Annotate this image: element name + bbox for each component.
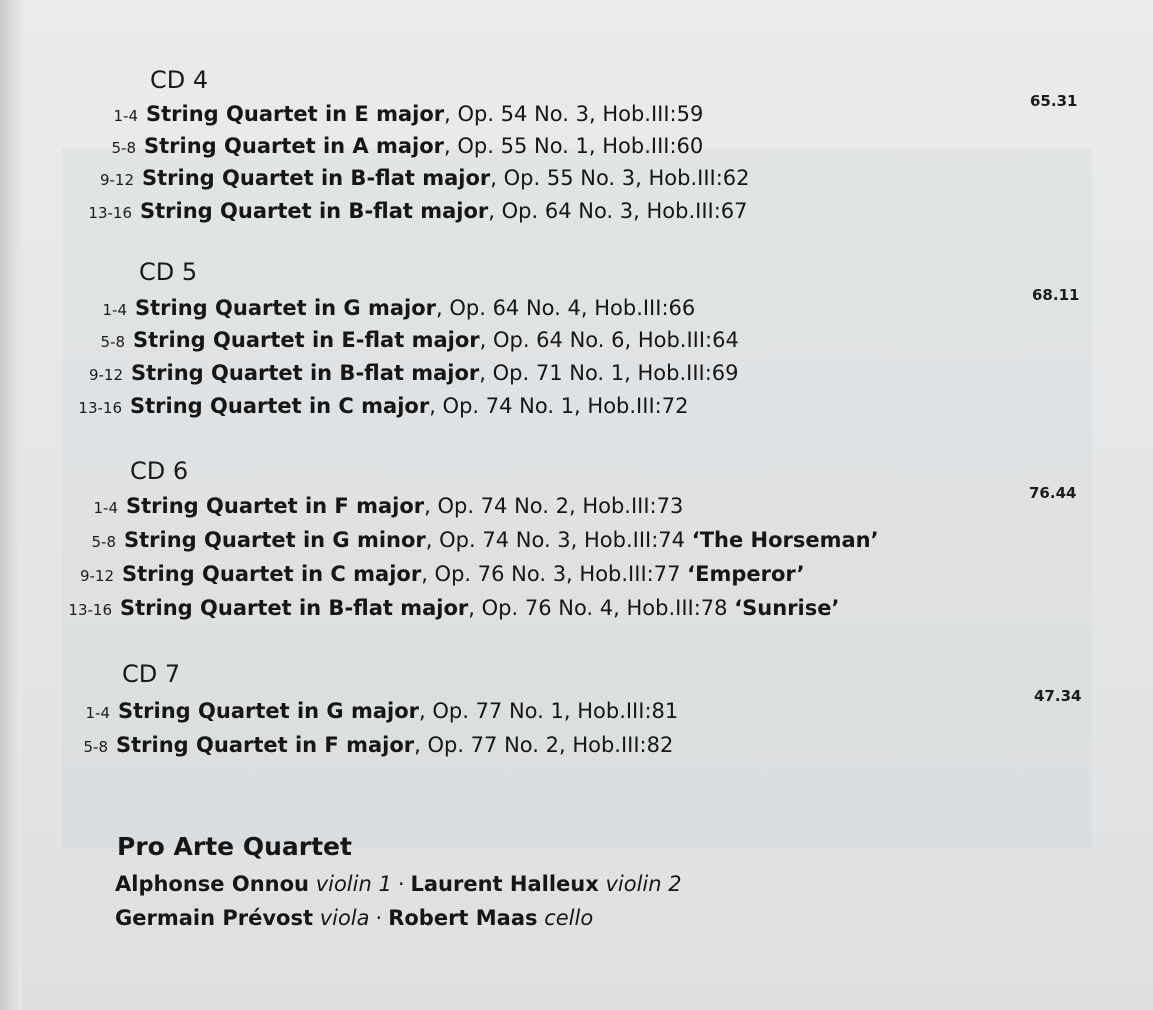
track-row — [48, 560, 1028, 590]
member-instrument: violin 2 — [605, 872, 682, 896]
work-title: String Quartet in B-flat major — [131, 361, 480, 385]
work-catalogue: , Op. 71 No. 1, Hob.III:69 — [479, 361, 739, 385]
track-row — [57, 359, 1037, 389]
ensemble-members-line-2 — [115, 906, 593, 930]
track-number: 9-12 — [99, 171, 134, 189]
work-title: String Quartet in F major — [116, 733, 415, 757]
track-row — [50, 526, 1030, 556]
work-title: String Quartet in B-flat major — [120, 596, 469, 620]
work-catalogue: , Op. 77 No. 2, Hob.III:82 — [414, 733, 674, 757]
track-row — [61, 294, 1041, 324]
work-title: String Quartet in A major — [144, 134, 445, 158]
track-row — [59, 326, 1039, 356]
cd5-heading: CD 5 — [139, 258, 198, 286]
member-name: Laurent Halleux — [410, 872, 599, 896]
track-number: 1-4 — [93, 499, 118, 517]
track-number: 13-16 — [78, 399, 122, 417]
track-number: 5-8 — [100, 333, 125, 351]
cd5-duration: 68.11 — [1032, 286, 1080, 304]
work-catalogue: , Op. 64 No. 4, Hob.III:66 — [436, 296, 696, 320]
work-title: String Quartet in C major — [122, 562, 422, 586]
work-title: String Quartet in B-flat major — [142, 166, 491, 190]
work-catalogue: , Op. 74 No. 1, Hob.III:72 — [429, 394, 689, 418]
member-name: Germain Prévost — [115, 906, 313, 930]
work-catalogue: , Op. 55 No. 1, Hob.III:60 — [444, 134, 704, 158]
track-row — [70, 132, 1050, 162]
work-nickname: ‘Sunrise’ — [734, 596, 840, 620]
track-row — [66, 197, 1046, 227]
work-catalogue: , Op. 76 No. 3, Hob.III:77 — [421, 562, 681, 586]
work-title: String Quartet in F major — [126, 494, 425, 518]
work-catalogue: , Op. 64 No. 6, Hob.III:64 — [479, 328, 739, 352]
member-name: Alphonse Onnou — [115, 872, 309, 896]
work-title: String Quartet in G major — [118, 699, 420, 723]
member-name: Robert Maas — [388, 906, 538, 930]
track-number: 5-8 — [91, 533, 116, 551]
work-title: String Quartet in E-flat major — [133, 328, 480, 352]
track-number: 9-12 — [79, 567, 114, 585]
ensemble-name: Pro Arte Quartet — [117, 832, 352, 861]
cd7-heading: CD 7 — [122, 660, 181, 688]
cd7-duration: 47.34 — [1034, 687, 1082, 705]
work-nickname: ‘Emperor’ — [687, 562, 805, 586]
work-catalogue: , Op. 54 No. 3, Hob.III:59 — [444, 102, 704, 126]
member-instrument: cello — [544, 906, 594, 930]
track-number: 5-8 — [83, 738, 108, 756]
member-instrument: violin 1 — [315, 872, 392, 896]
work-title: String Quartet in C major — [130, 394, 430, 418]
track-number: 1-4 — [113, 107, 138, 125]
track-row — [68, 164, 1048, 194]
track-row — [72, 100, 1052, 130]
track-number: 1-4 — [85, 704, 110, 722]
work-catalogue: , Op. 55 No. 3, Hob.III:62 — [490, 166, 750, 190]
track-number: 13-16 — [88, 204, 132, 222]
booklet-spine — [0, 0, 22, 1010]
track-row — [44, 697, 1024, 727]
ensemble-members-line-1 — [115, 872, 682, 896]
work-title: String Quartet in G major — [135, 296, 437, 320]
separator: · — [375, 906, 383, 930]
track-number: 9-12 — [88, 366, 123, 384]
track-row — [56, 392, 1036, 422]
work-catalogue: , Op. 64 No. 3, Hob.III:67 — [488, 199, 748, 223]
cd4-heading: CD 4 — [150, 66, 209, 94]
track-number: 13-16 — [68, 601, 112, 619]
work-catalogue: , Op. 76 No. 4, Hob.III:78 — [468, 596, 728, 620]
track-number: 1-4 — [102, 301, 127, 319]
work-nickname: ‘The Horseman’ — [691, 528, 879, 552]
cd4-duration: 65.31 — [1030, 92, 1078, 110]
work-catalogue: , Op. 77 No. 1, Hob.III:81 — [419, 699, 679, 723]
work-title: String Quartet in E major — [146, 102, 445, 126]
track-row — [42, 731, 1022, 761]
track-row — [46, 594, 1026, 624]
track-row — [52, 492, 1032, 522]
work-catalogue: , Op. 74 No. 2, Hob.III:73 — [424, 494, 684, 518]
cd6-duration: 76.44 — [1029, 484, 1077, 502]
member-instrument: viola — [319, 906, 370, 930]
cd6-heading: CD 6 — [130, 457, 189, 485]
separator: · — [397, 872, 405, 896]
work-catalogue: , Op. 74 No. 3, Hob.III:74 — [425, 528, 686, 552]
work-title: String Quartet in B-flat major — [140, 199, 489, 223]
track-number: 5-8 — [111, 139, 136, 157]
work-title: String Quartet in G minor — [124, 528, 426, 552]
